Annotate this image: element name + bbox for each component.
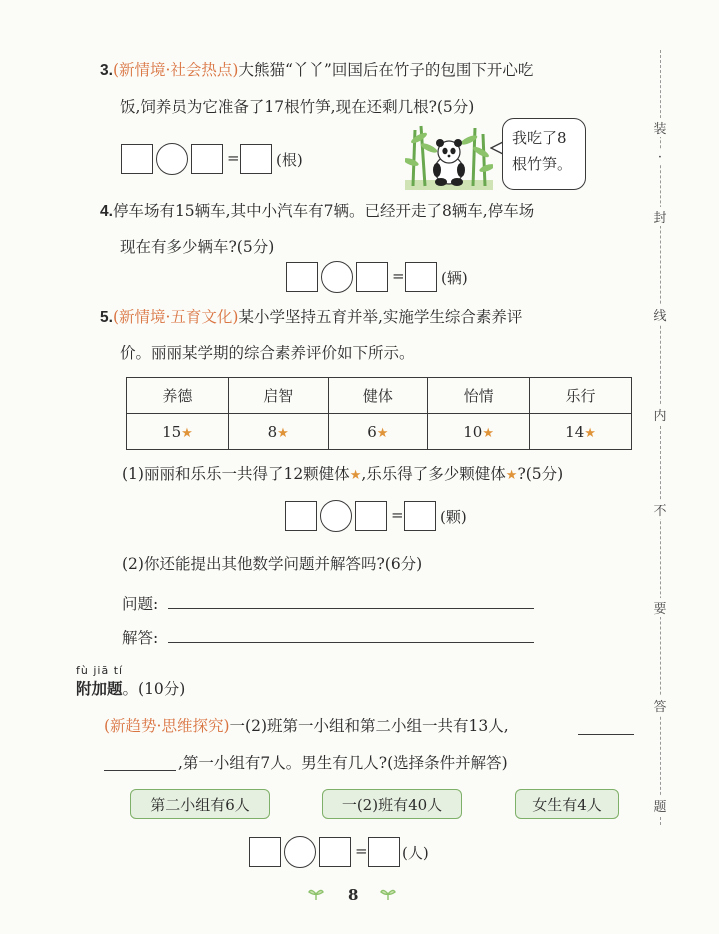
- table-value: 10: [463, 422, 483, 441]
- q4-answer-box-3[interactable]: [405, 262, 437, 292]
- extra-title: 附加题: [76, 679, 123, 698]
- q3-operator-circle[interactable]: [156, 143, 188, 175]
- q3-text1: 大熊猫“丫丫”回国后在竹子的包围下开心吃: [238, 61, 534, 79]
- star-icon: ★: [584, 425, 596, 441]
- table-header-cell: 健体: [328, 378, 428, 414]
- extra-tag: (新趋势·思维探究): [104, 717, 230, 735]
- table-cell: [530, 414, 632, 450]
- q5-sub1-a: (1)丽丽和乐乐一共得了12颗健体: [122, 465, 350, 483]
- table-header-cell: 乐行: [530, 378, 632, 414]
- binding-char: 答: [652, 696, 668, 715]
- table-header-cell: 养德: [127, 378, 229, 414]
- q4-number: 4.: [100, 203, 113, 220]
- table-cell: [328, 414, 428, 450]
- answer-line[interactable]: [168, 642, 534, 643]
- extra-answer-box-1[interactable]: [249, 837, 281, 867]
- q5-text1: 某小学坚持五育并举,实施学生综合素养评: [238, 308, 523, 326]
- table-header-row: [127, 378, 632, 414]
- condition-blank-1[interactable]: [578, 734, 634, 735]
- option-pill-2[interactable]: 一(2)班有40人: [322, 789, 462, 819]
- extra-line2: [178, 753, 508, 773]
- q5-text2: 价。丽丽某学期的综合素养评价如下所示。: [120, 344, 415, 362]
- extra-unit: (人): [402, 844, 429, 862]
- q5-unit: (颗): [440, 508, 467, 526]
- answer-label: 解答:: [122, 629, 159, 647]
- q5-sub2-text: (2)你还能提出其他数学问题并解答吗?(6分): [122, 555, 423, 573]
- star-icon: ★: [349, 468, 362, 483]
- table-value: 6: [367, 422, 377, 441]
- q4-line2: [120, 237, 274, 257]
- q5-answer-box-3[interactable]: [404, 501, 436, 531]
- extra-pinyin: fù jiā tí: [76, 664, 124, 677]
- q4-text1: 停车场有15辆车,其中小汽车有7辆。已经开走了8辆车,停车场: [112, 202, 535, 220]
- q5-answer-box-1[interactable]: [285, 501, 317, 531]
- extra-text2: ,第一小组有7人。男生有几人?(选择条件并解答): [178, 754, 508, 772]
- table-cell: [228, 414, 328, 450]
- panda-bamboo-illustration: [405, 124, 493, 190]
- q4-answer-box-2[interactable]: [356, 262, 388, 292]
- q4-line1: [100, 201, 534, 222]
- q5-line1: [100, 307, 522, 328]
- table-cell: [428, 414, 530, 450]
- speech-bubble: [502, 118, 586, 190]
- q5-sub2: [122, 554, 422, 574]
- q5-tag: (新情境·五育文化): [112, 308, 239, 326]
- q4-answer-box-1[interactable]: [286, 262, 318, 292]
- extra-operator-circle[interactable]: [284, 836, 316, 868]
- sprout-icon-right: [380, 887, 396, 901]
- score-table: [126, 377, 632, 450]
- binding-char: 要: [652, 598, 668, 617]
- bubble-text-2: 根竹笋。: [512, 155, 573, 173]
- extra-answer-box-2[interactable]: [319, 837, 351, 867]
- table-header-cell: 启智: [228, 378, 328, 414]
- table-value: 14: [565, 422, 585, 441]
- star-icon: ★: [482, 425, 494, 441]
- q3-equals: =: [227, 149, 240, 167]
- sprout-icon-left: [308, 887, 324, 901]
- q3-answer-box-3[interactable]: [240, 144, 272, 174]
- table-cell: [127, 414, 229, 450]
- q5-equals: =: [391, 506, 404, 524]
- q3-answer-box-2[interactable]: [191, 144, 223, 174]
- page-number: 8: [348, 886, 359, 904]
- option-pill-3[interactable]: 女生有4人: [515, 789, 619, 819]
- q5-sub1-b: ,乐乐得了多少颗健体: [361, 465, 506, 483]
- star-icon: ★: [505, 468, 518, 483]
- q5-answer-box-2[interactable]: [355, 501, 387, 531]
- q3-number: 3.: [100, 62, 113, 79]
- q3-answer-box-1[interactable]: [121, 144, 153, 174]
- q5-operator-circle[interactable]: [320, 500, 352, 532]
- q3-text2: 饭,饲养员为它准备了17根竹笋,现在还剩几根?(5分): [120, 98, 475, 116]
- extra-score: 。(10分): [122, 680, 186, 698]
- q4-unit: (辆): [441, 269, 468, 287]
- binding-char: 线: [652, 305, 668, 324]
- extra-equals: =: [355, 842, 368, 860]
- condition-blank-2[interactable]: [104, 770, 176, 771]
- binding-char: ·: [652, 150, 668, 165]
- extra-text1: 一(2)班第一小组和第二小组一共有13人,: [229, 717, 509, 735]
- star-icon: ★: [376, 425, 389, 441]
- binding-char: 装: [652, 118, 668, 137]
- q5-sub1: [122, 464, 563, 486]
- q3-line1: [100, 60, 533, 81]
- q3-unit: (根): [276, 151, 303, 169]
- bubble-text-1: 我吃了8: [512, 129, 567, 147]
- q4-text2: 现在有多少辆车?(5分): [120, 238, 275, 256]
- q3-tag: (新情境·社会热点): [112, 61, 239, 79]
- table-value: 8: [267, 422, 278, 441]
- binding-char: 不: [652, 500, 668, 519]
- binding-char: 题: [652, 796, 668, 815]
- extra-title-row: [76, 679, 185, 699]
- table-header-cell: 怡情: [428, 378, 530, 414]
- question-answer-line[interactable]: [168, 608, 534, 609]
- table-value: 15: [162, 422, 182, 441]
- q5-number: 5.: [100, 309, 113, 326]
- star-icon: ★: [181, 425, 193, 441]
- table-row: [127, 414, 632, 450]
- q3-line2: [120, 97, 474, 117]
- extra-line1: [104, 716, 509, 736]
- q4-operator-circle[interactable]: [321, 261, 353, 293]
- binding-char: 封: [652, 207, 668, 226]
- q5-line2: [120, 343, 415, 363]
- star-icon: ★: [277, 425, 289, 441]
- option-pill-1[interactable]: 第二小组有6人: [130, 789, 270, 819]
- question-label: 问题:: [122, 595, 159, 613]
- binding-char: 内: [652, 405, 668, 424]
- q5-sub1-c: ?(5分): [517, 465, 564, 483]
- extra-answer-box-3[interactable]: [368, 837, 400, 867]
- q4-equals: =: [392, 267, 405, 285]
